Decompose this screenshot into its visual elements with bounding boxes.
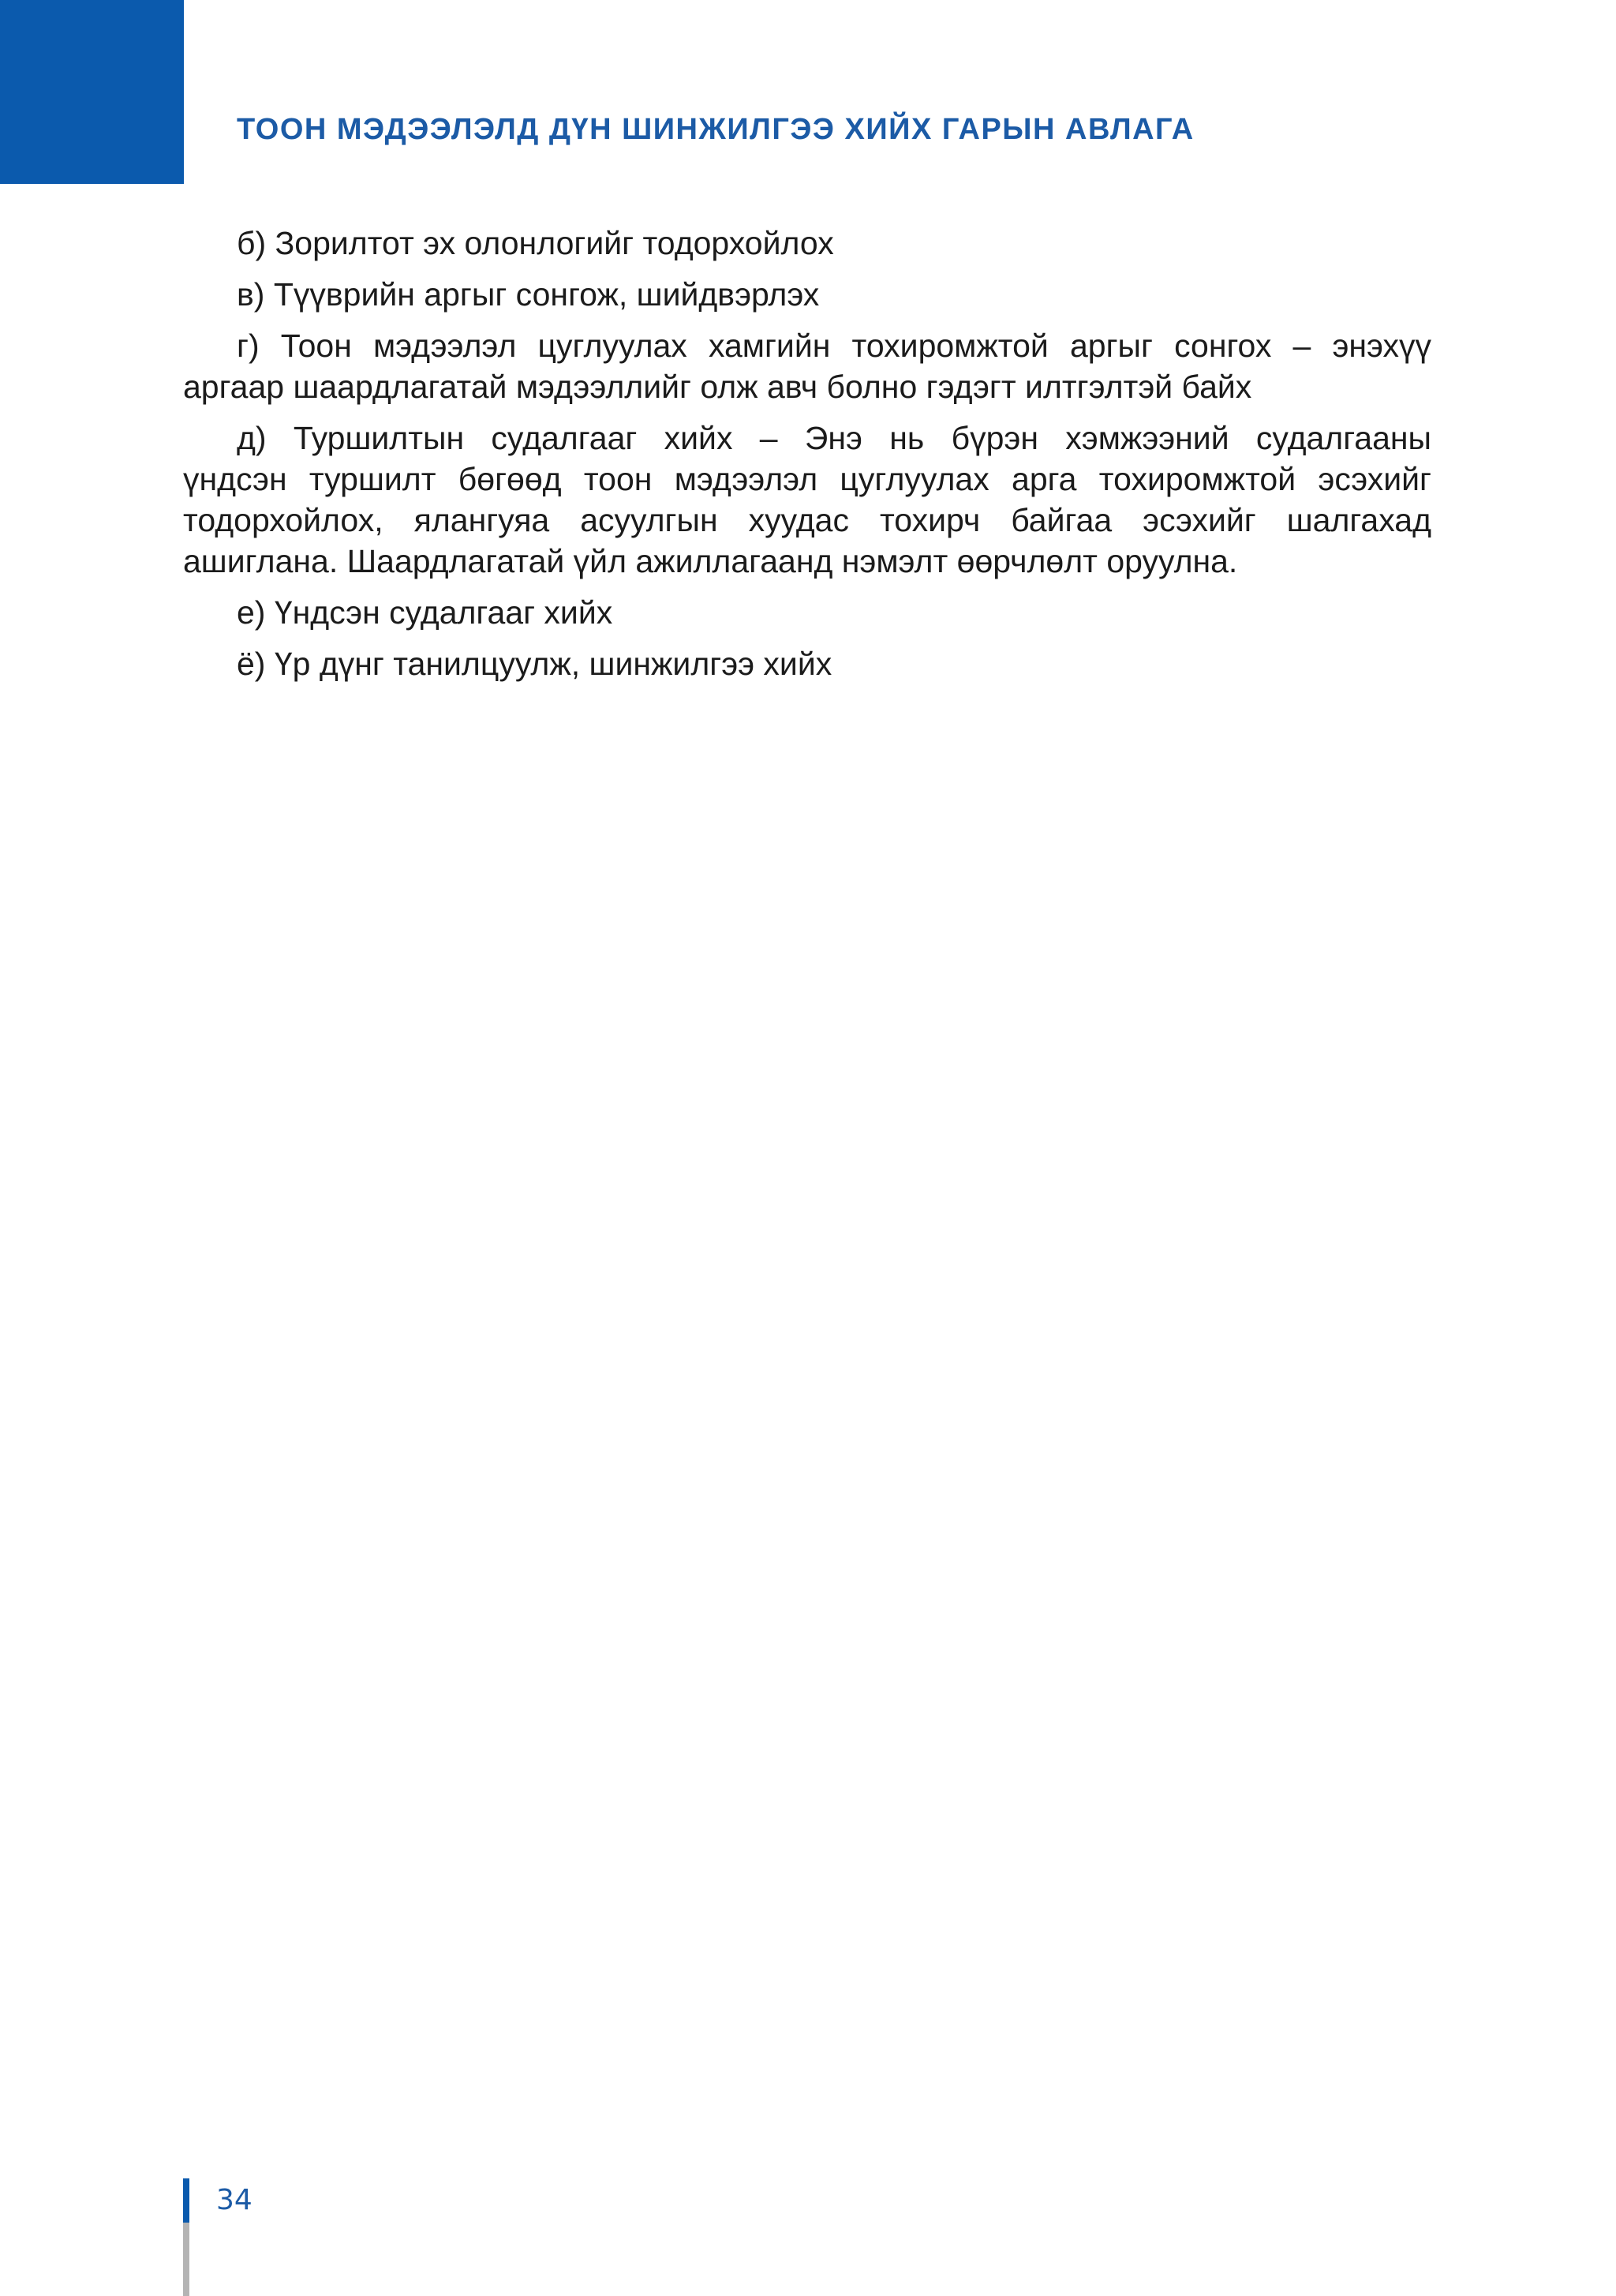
list-item-line: б) Зорилтот эх олонлогийг тодорхойлох [237, 225, 834, 261]
list-item-line: үндсэн туршилт бөгөөд тоон мэдээлэл цуглуулах арга тохиромжтой эсэхийг [183, 461, 1431, 497]
header-corner-block [0, 0, 184, 184]
page-number: 34 [216, 2184, 252, 2216]
list-item-line: ашиглана. Шаардлагатай үйл ажиллагаанд нэмэлт өөрчлөлт оруулна. [183, 543, 1238, 579]
body-content [183, 223, 1431, 695]
list-item-yo [183, 643, 1431, 684]
page-header-title: ТООН МЭДЭЭЛЭЛД ДҮН ШИНЖИЛГЭЭ ХИЙХ ГАРЫН АВЛАГА [237, 113, 1195, 146]
list-item-d [183, 418, 1431, 582]
list-item-line: е) Үндсэн судалгааг хийх [237, 594, 613, 631]
footer-accent-bar [183, 2178, 189, 2223]
list-item-line: тодорхойлох, ялангуяа асуулгын хуудас тохирч байгаа эсэхийг шалгахад [183, 502, 1431, 538]
footer-gray-bar [183, 2223, 189, 2296]
list-item-line: г) Тоон мэдээлэл цуглуулах хамгийн тохиромжтой аргыг сонгох – энэхүү [237, 328, 1431, 364]
list-item-e [183, 592, 1431, 633]
list-item-line: аргаар шаардлагатай мэдээллийг олж авч болно гэдэгт илтгэлтэй байх [183, 369, 1252, 405]
list-item-line: д) Туршилтын судалгааг хийх – Энэ нь бүрэн хэмжээний судалгааны [237, 420, 1431, 456]
list-item-v [183, 274, 1431, 315]
list-item-line: в) Түүврийн аргыг сонгож, шийдвэрлэх [237, 276, 820, 313]
list-item-b [183, 223, 1431, 264]
list-item-g [183, 325, 1431, 407]
list-item-line: ё) Үр дүнг танилцуулж, шинжилгээ хийх [237, 646, 832, 682]
